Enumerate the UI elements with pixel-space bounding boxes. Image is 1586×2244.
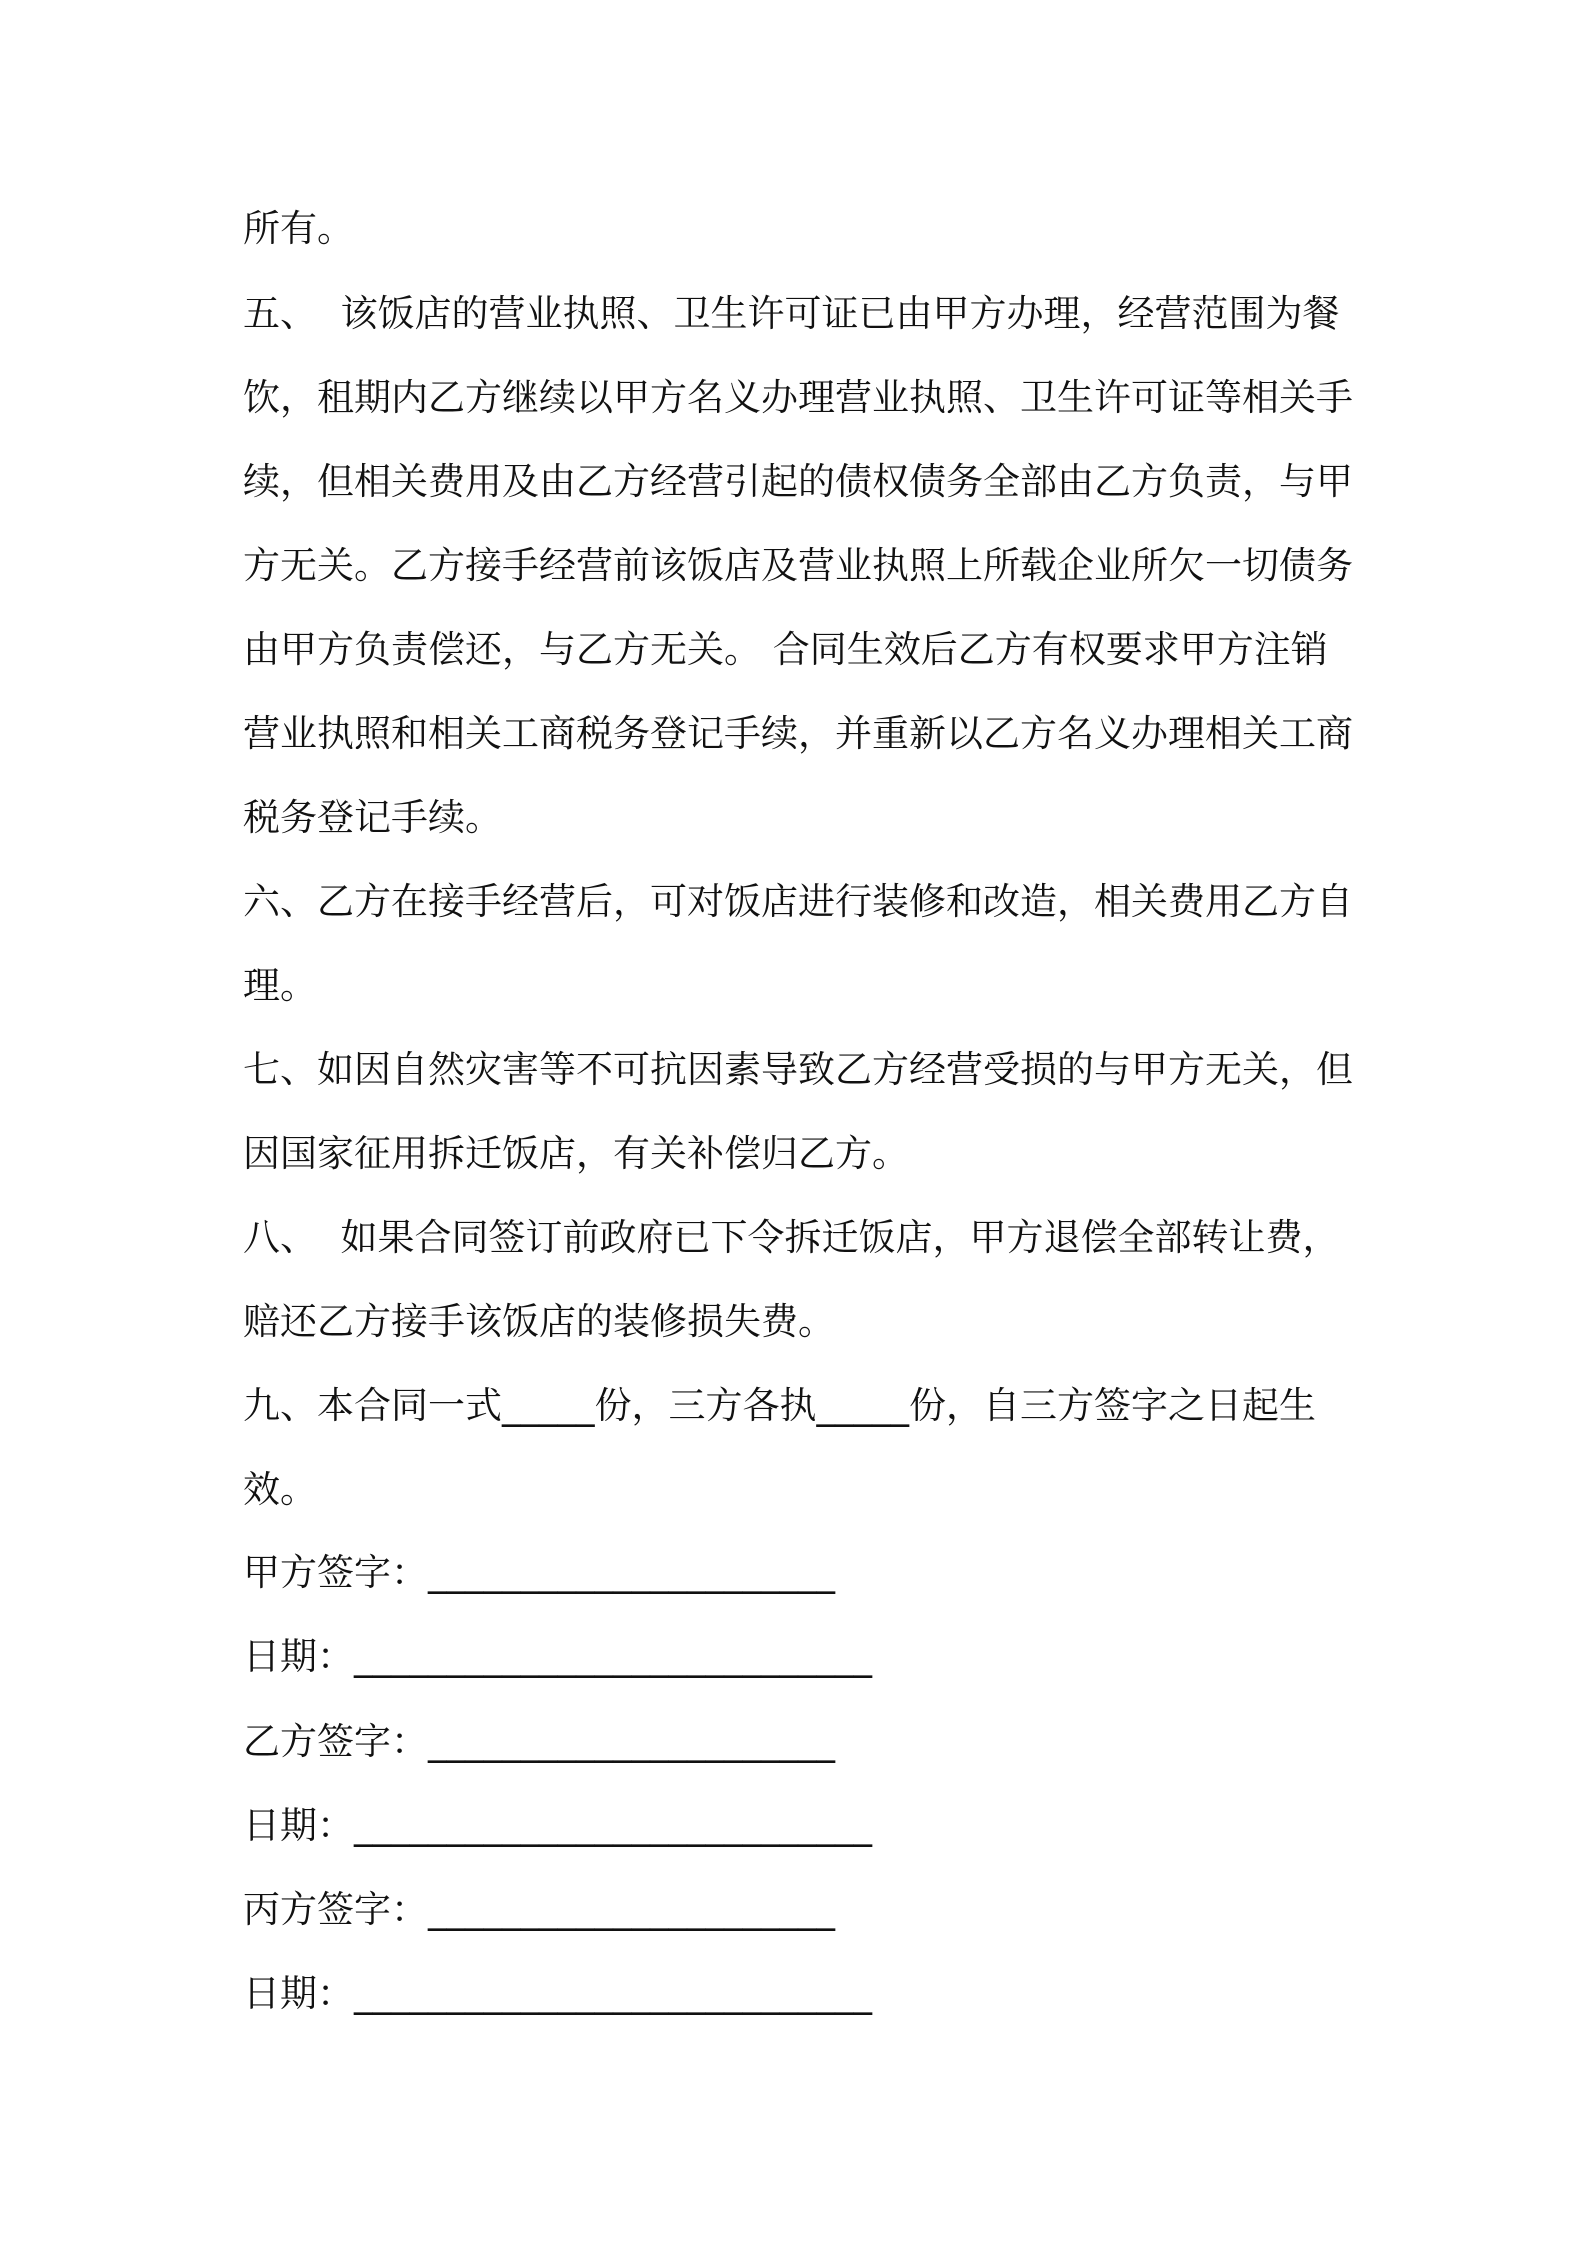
party-c-date-line: 日期：____________________________ xyxy=(243,1972,872,2015)
paragraph-line: 由甲方负责偿还，与乙方无关。 合同生效后乙方有权要求甲方注销 xyxy=(243,628,1328,671)
paragraph-line: 饮，租期内乙方继续以甲方名义办理营业执照、卫生许可证等相关手 xyxy=(243,376,1353,419)
party-a-signature-line: 甲方签字：______________________ xyxy=(243,1551,835,1594)
paragraph-line: 五、 该饭店的营业执照、卫生许可证已由甲方办理，经营范围为餐 xyxy=(243,292,1340,335)
party-c-signature-line: 丙方签字：______________________ xyxy=(243,1888,835,1931)
paragraph-line: 七、如因自然灾害等不可抗因素导致乙方经营受损的与甲方无关，但 xyxy=(243,1048,1353,1091)
paragraph-line: 方无关。乙方接手经营前该饭店及营业执照上所载企业所欠一切债务 xyxy=(243,544,1353,587)
paragraph-line: 理。 xyxy=(243,964,317,1007)
paragraph-line: 营业执照和相关工商税务登记手续，并重新以乙方名义办理相关工商 xyxy=(243,712,1353,755)
paragraph-line: 赔还乙方接手该饭店的装修损失费。 xyxy=(243,1300,835,1343)
paragraph-line: 九、本合同一式_____份，三方各执_____份，自三方签字之日起生 xyxy=(243,1384,1316,1427)
paragraph-line: 因国家征用拆迁饭店，有关补偿归乙方。 xyxy=(243,1132,909,1175)
paragraph-line: 八、 如果合同签订前政府已下令拆迁饭店，甲方退偿全部转让费， xyxy=(243,1216,1340,1259)
party-b-date-line: 日期：____________________________ xyxy=(243,1804,872,1847)
paragraph-line: 所有。 xyxy=(243,207,354,250)
paragraph-line: 续，但相关费用及由乙方经营引起的债权债务全部由乙方负责，与甲 xyxy=(243,460,1353,503)
paragraph-line: 税务登记手续。 xyxy=(243,796,502,839)
paragraph-line: 效。 xyxy=(243,1468,317,1511)
party-a-date-line: 日期：____________________________ xyxy=(243,1635,872,1678)
party-b-signature-line: 乙方签字：______________________ xyxy=(243,1720,835,1763)
paragraph-line: 六、乙方在接手经营后，可对饭店进行装修和改造，相关费用乙方自 xyxy=(243,880,1353,923)
